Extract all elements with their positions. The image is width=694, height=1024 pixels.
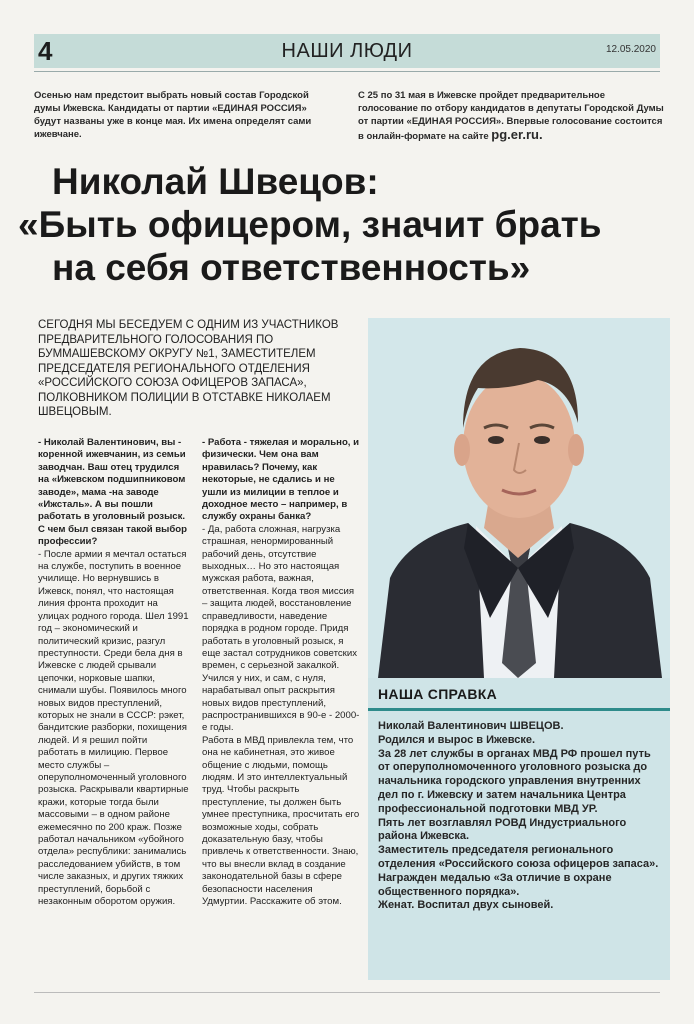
reference-line: Женат. Воспитал двух сыновей. <box>378 899 554 912</box>
reference-line: Награжден медалью «За отличие в охране общественного порядка». <box>378 871 612 898</box>
reference-name: Николай Валентинович ШВЕЦОВ. <box>378 720 564 732</box>
reference-line: За 28 лет службы в органах МВД РФ прошел путь от оперуполномоченного уголовного розыска до начальника городского управления внутренних дел по г. Ижевску и затем начальника Центра профессиональной подготовки МВД УР. <box>378 747 651 815</box>
reference-body <box>378 720 660 913</box>
reference-title: НАША СПРАВКА <box>378 686 498 702</box>
portrait-illustration <box>368 318 670 678</box>
footer-divider <box>34 992 660 993</box>
article-column-2 <box>202 437 360 908</box>
title-line-2: «Быть офицером, значит брать <box>18 204 602 245</box>
article-column-1 <box>38 437 190 908</box>
announcement-left-text: Осенью нам предстоит выбрать новый состав Городской думы Ижевска. Кандидаты от партии «ЕДИНАЯ РОССИЯ» будут названы уже в конце мая. Их имена определят сами ижевчане. <box>34 90 312 140</box>
answer-3: Работа в МВД привлекла тем, что она не кабинетная, это живое общение с людьми, помощь людям. И это интеллектуальный труд. Чтобы раскрыть преступление, ты должен быть умнее преступника, просчитать его возможные ходы, собрать доказательную базу, чтобы привлечь к ответственности. Знаю, что вы внесли вклад в создание законодательной базы в сфере безопасности населения Удмуртии. Расскажите об этом. <box>202 734 360 908</box>
title-line-1: Николай Швецов: <box>52 161 379 202</box>
reference-box <box>368 678 670 980</box>
answer-2: - Да, работа сложная, нагрузка страшная, ненормированный рабочий день, отсутствие выходных… Но это настоящая мужская работа, важная, ответственная. Когда твоя миссия – защита людей, восстановление справедливости, наведение порядка в родном городе. Придя работать в уголовный розыск, я еще застал сотрудников советских времен, с серьезной закалкой. Учился у них, и сам, с нуля, нарабатывал опыт раскрытия новых видов преступлений, распространившихся в 90-е - 2000-е годы. <box>202 523 360 734</box>
announcement-right <box>358 89 664 143</box>
reference-divider <box>368 708 670 711</box>
reference-line: Заместитель председателя регионального отделения «Российского союза офицеров запаса». <box>378 844 659 870</box>
question-2: - Работа - тяжелая и морально, и физически. Чем она вам нравилась? Почему, как некоторые, не сдались и не ушли из милиции в теплое и доходное место – например, в службу охраны банка? <box>202 437 360 523</box>
rubric-title: НАШИ ЛЮДИ <box>281 40 413 62</box>
portrait-photo <box>368 318 670 678</box>
page-number: 4 <box>38 36 53 66</box>
question-1: - Николай Валентинович, вы - коренной ижевчанин, из семьи заводчан. Ваш отец трудился на «Ижевском подшипниковом заводе», мама -на заводе «Ижсталь». А вы пошли работать в уголовный розыск. С чем был связан такой выбор профессии? <box>38 437 188 548</box>
announcement-right-text <box>358 89 664 143</box>
announcement-left <box>34 89 334 141</box>
issue-date: 12.05.2020 <box>605 44 656 55</box>
article-lead: СЕГОДНЯ МЫ БЕСЕДУЕМ С ОДНИМ ИЗ УЧАСТНИКОВ ПРЕДВАРИТЕЛЬНОГО ГОЛОСОВАНИЯ ПО БУММАШЕВСКОМУ ОКРУГУ №1, ЗАМЕСТИТЕЛЕМ ПРЕДСЕДАТЕЛЯ РЕГИОНАЛЬНОГО ОТДЕЛЕНИЯ «РОССИЙСКОГО СОЮЗА ОФИЦЕРОВ ЗАПАСА», ПОЛКОВНИКОМ ПОЛИЦИИ В ОТСТАВКЕ НИКОЛАЕМ ШВЕЦОВЫМ. <box>38 319 339 418</box>
title-line-3: на себя ответственность» <box>52 247 531 288</box>
page-header <box>34 34 660 68</box>
reference-line: Родился и вырос в Ижевске. <box>378 733 536 746</box>
announcement-right-body: С 25 по 31 мая в Ижевске пройдет предварительное голосование по отбору кандидатов в депутаты Городской Думы от партии «ЕДИНАЯ РОССИЯ». Впервые голосование состоится в онлайн-формате на сайте <box>358 90 664 142</box>
announcement-site-link[interactable]: pg.er.ru. <box>491 127 543 142</box>
article-title <box>18 160 678 289</box>
answer-1: - После армии я мечтал остаться на службе, поступить в военное училище. Но вернувшись в Ижевск, понял, что настоящая линия фронта проходит на улицах родного города. Шел 1991 год – экономический и политический кризис, разгул преступности. Среди бела дня в Ижевске с людей срывали цепочки, норковые шапки, снимали шубы. Появилось много новых видов преступлений, которых не знали в СССР: рэкет, бандитские разборки, похищения людей. И я решил пойти работать в милицию. Первое место службы – оперуполномоченный уголовного розыска. Раскрывали квартирные кражи, которые тогда были массовыми – в одном районе ежемесячно по 200 краж. Позже работал начальником «убойного отдела» республики: занимались расследованием убийств, в том числе заказных, и других тяжких преступлений, борьбой с незаконным оборотом оружия. <box>38 548 189 908</box>
reference-line: Пять лет возглавлял РОВД Индустриального района Ижевска. <box>378 816 627 843</box>
header-divider <box>34 71 660 72</box>
